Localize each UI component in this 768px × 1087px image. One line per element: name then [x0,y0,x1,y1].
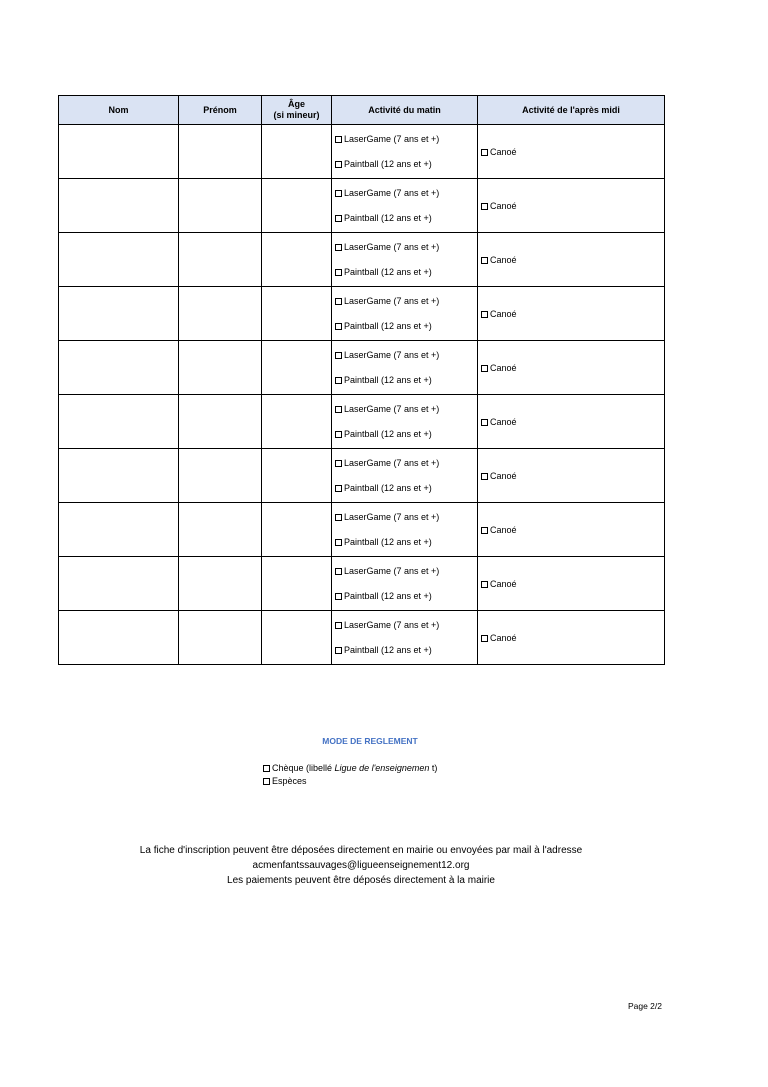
table-row [59,611,665,665]
cell-prenom[interactable] [179,395,262,449]
cell-activite-apres-midi [478,395,665,449]
cell-age[interactable] [262,341,332,395]
footer-line-2: acmenfantssauvages@ligueenseignement12.org [252,860,470,871]
cell-age[interactable] [262,503,332,557]
option-canoe[interactable] [478,525,517,535]
option-paintball-label: Paintball (12 ans et +) [344,591,432,601]
option-canoe-label: Canoé [490,578,517,589]
option-paintball[interactable] [332,591,477,601]
cell-prenom[interactable] [179,287,262,341]
option-lasergame-label: LaserGame (7 ans et +) [344,620,440,630]
checkbox-icon[interactable] [263,765,270,772]
table-row [59,503,665,557]
checkbox-icon[interactable] [481,203,488,210]
option-canoe-label: Canoé [490,632,517,643]
header-age-line2: (si mineur) [273,110,320,120]
cell-nom[interactable] [59,449,179,503]
header-row [59,96,665,125]
option-paintball-label: Paintball (12 ans et +) [344,375,432,385]
checkbox-icon[interactable] [481,257,488,264]
option-canoe-label: Canoé [490,524,517,535]
checkbox-icon[interactable] [335,323,342,330]
option-canoe[interactable] [478,309,517,319]
option-paintball-label: Paintball (12 ans et +) [344,267,432,277]
checkbox-icon[interactable] [335,215,342,222]
header-activite-apres-midi: Activité de l'après midi [478,96,665,125]
checkbox-icon[interactable] [335,593,342,600]
option-paintball-label: Paintball (12 ans et +) [344,429,432,439]
option-paintball[interactable] [332,159,477,169]
checkbox-icon[interactable] [481,635,488,642]
option-canoe[interactable] [478,201,517,211]
table-row [59,125,665,179]
cell-nom[interactable] [59,287,179,341]
cell-nom[interactable] [59,233,179,287]
page-number: Page 2/2 [627,1001,662,1011]
cell-prenom[interactable] [179,611,262,665]
checkbox-icon[interactable] [335,244,342,251]
cell-activite-apres-midi [478,503,665,557]
option-canoe-label: Canoé [490,362,517,373]
option-paintball[interactable] [332,483,477,493]
cell-activite-matin [332,341,478,395]
checkbox-icon[interactable] [335,485,342,492]
option-paintball[interactable] [332,213,477,223]
cheque-label-italic: Ligue de l'enseignemen [334,763,430,773]
option-canoe[interactable] [478,579,517,589]
option-canoe-label: Canoé [490,146,517,157]
footer-line-3: Les paiements peuvent être déposés directement à la mairie [227,875,495,886]
checkbox-icon[interactable] [335,514,342,521]
header-prenom: Prénom [179,96,262,125]
cell-activite-matin [332,395,478,449]
option-canoe[interactable] [478,363,517,373]
checkbox-icon[interactable] [335,136,342,143]
option-paintball-label: Paintball (12 ans et +) [344,645,432,655]
option-paintball[interactable] [332,375,477,385]
cell-activite-matin [332,287,478,341]
option-canoe[interactable] [478,471,517,481]
option-canoe[interactable] [478,417,517,427]
option-lasergame-label: LaserGame (7 ans et +) [344,566,440,576]
cell-activite-apres-midi [478,341,665,395]
checkbox-icon[interactable] [335,431,342,438]
option-lasergame-label: LaserGame (7 ans et +) [344,296,440,306]
table-row [59,287,665,341]
cell-activite-apres-midi [478,557,665,611]
cell-activite-matin [332,503,478,557]
cell-age[interactable] [262,449,332,503]
table-row [59,395,665,449]
option-lasergame-label: LaserGame (7 ans et +) [344,512,440,522]
cell-age[interactable] [262,179,332,233]
footer-line-1: La fiche d'inscription peuvent être déposées directement en mairie ou envoyées par mail à l'adresse [139,845,583,856]
cell-activite-matin [332,557,478,611]
option-lasergame-label: LaserGame (7 ans et +) [344,134,440,144]
especes-label: Espèces [272,776,307,786]
cell-age[interactable] [262,611,332,665]
registration-table [58,95,665,665]
option-canoe-label: Canoé [490,254,517,265]
checkbox-icon[interactable] [335,460,342,467]
cell-prenom[interactable] [179,125,262,179]
cell-nom[interactable] [59,503,179,557]
option-canoe-label: Canoé [490,416,517,427]
option-paintball[interactable] [332,321,477,331]
option-lasergame[interactable] [332,566,477,576]
checkbox-icon[interactable] [335,647,342,654]
cell-activite-apres-midi [478,233,665,287]
payment-option-cheque[interactable] [263,762,437,775]
option-paintball-label: Paintball (12 ans et +) [344,321,432,331]
option-paintball-label: Paintball (12 ans et +) [344,159,432,169]
cell-age[interactable] [262,395,332,449]
header-age-line1: Âge [287,99,305,109]
cell-nom[interactable] [59,611,179,665]
option-lasergame[interactable] [332,188,477,198]
option-lasergame[interactable] [332,242,477,252]
checkbox-icon[interactable] [335,269,342,276]
option-canoe[interactable] [478,633,517,643]
cell-activite-apres-midi [478,125,665,179]
option-lasergame-label: LaserGame (7 ans et +) [344,242,440,252]
option-lasergame[interactable] [332,134,477,144]
option-paintball[interactable] [332,429,477,439]
cell-activite-matin [332,611,478,665]
cell-activite-matin [332,125,478,179]
option-paintball-label: Paintball (12 ans et +) [344,537,432,547]
option-paintball-label: Paintball (12 ans et +) [344,213,432,223]
cell-nom[interactable] [59,395,179,449]
payment-option-especes[interactable] [263,775,437,788]
checkbox-icon[interactable] [481,581,488,588]
option-canoe[interactable] [478,147,517,157]
checkbox-icon[interactable] [481,365,488,372]
option-lasergame-label: LaserGame (7 ans et +) [344,404,440,414]
option-canoe-label: Canoé [490,308,517,319]
option-lasergame-label: LaserGame (7 ans et +) [344,188,440,198]
cell-activite-matin [332,449,478,503]
checkbox-icon[interactable] [481,149,488,156]
cell-activite-apres-midi [478,287,665,341]
option-paintball[interactable] [332,645,477,655]
option-canoe-label: Canoé [490,470,517,481]
cell-nom[interactable] [59,125,179,179]
table-row [59,557,665,611]
cell-prenom[interactable] [179,449,262,503]
cell-prenom[interactable] [179,233,262,287]
cheque-label-prefix: Chèque (libellé [272,763,335,773]
cell-age[interactable] [262,233,332,287]
option-paintball[interactable] [332,537,477,547]
option-lasergame[interactable] [332,458,477,468]
checkbox-icon[interactable] [335,568,342,575]
cell-activite-matin [332,233,478,287]
header-activite-matin: Activité du matin [332,96,478,125]
checkbox-icon[interactable] [335,622,342,629]
header-age [262,96,332,125]
cell-activite-matin [332,179,478,233]
option-canoe-label: Canoé [490,200,517,211]
option-lasergame[interactable] [332,512,477,522]
header-nom: Nom [59,96,179,125]
checkbox-icon[interactable] [335,377,342,384]
checkbox-icon[interactable] [481,473,488,480]
option-lasergame[interactable] [332,620,477,630]
cell-nom[interactable] [59,341,179,395]
payment-title: MODE DE REGLEMENT [322,736,418,746]
option-paintball-label: Paintball (12 ans et +) [344,483,432,493]
checkbox-icon[interactable] [481,419,488,426]
option-lasergame-label: LaserGame (7 ans et +) [344,350,440,360]
checkbox-icon[interactable] [335,161,342,168]
cell-activite-apres-midi [478,611,665,665]
checkbox-icon[interactable] [481,527,488,534]
checkbox-icon[interactable] [335,298,342,305]
table-row [59,233,665,287]
cell-age[interactable] [262,125,332,179]
option-lasergame[interactable] [332,350,477,360]
table-row [59,179,665,233]
checkbox-icon[interactable] [335,190,342,197]
checkbox-icon[interactable] [335,406,342,413]
footer-note [0,843,722,888]
cell-nom[interactable] [59,179,179,233]
cell-age[interactable] [262,557,332,611]
payment-options [263,762,437,788]
option-lasergame[interactable] [332,404,477,414]
cheque-label-suffix: t) [429,763,438,773]
cell-age[interactable] [262,287,332,341]
checkbox-icon[interactable] [335,539,342,546]
option-lasergame-label: LaserGame (7 ans et +) [344,458,440,468]
cell-prenom[interactable] [179,557,262,611]
cell-activite-apres-midi [478,179,665,233]
cell-prenom[interactable] [179,341,262,395]
cell-prenom[interactable] [179,179,262,233]
table-body [59,125,665,665]
checkbox-icon[interactable] [263,778,270,785]
cell-nom[interactable] [59,557,179,611]
table-row [59,449,665,503]
option-lasergame[interactable] [332,296,477,306]
checkbox-icon[interactable] [335,352,342,359]
cell-activite-apres-midi [478,449,665,503]
cell-prenom[interactable] [179,503,262,557]
checkbox-icon[interactable] [481,311,488,318]
option-paintball[interactable] [332,267,477,277]
table-row [59,341,665,395]
option-canoe[interactable] [478,255,517,265]
